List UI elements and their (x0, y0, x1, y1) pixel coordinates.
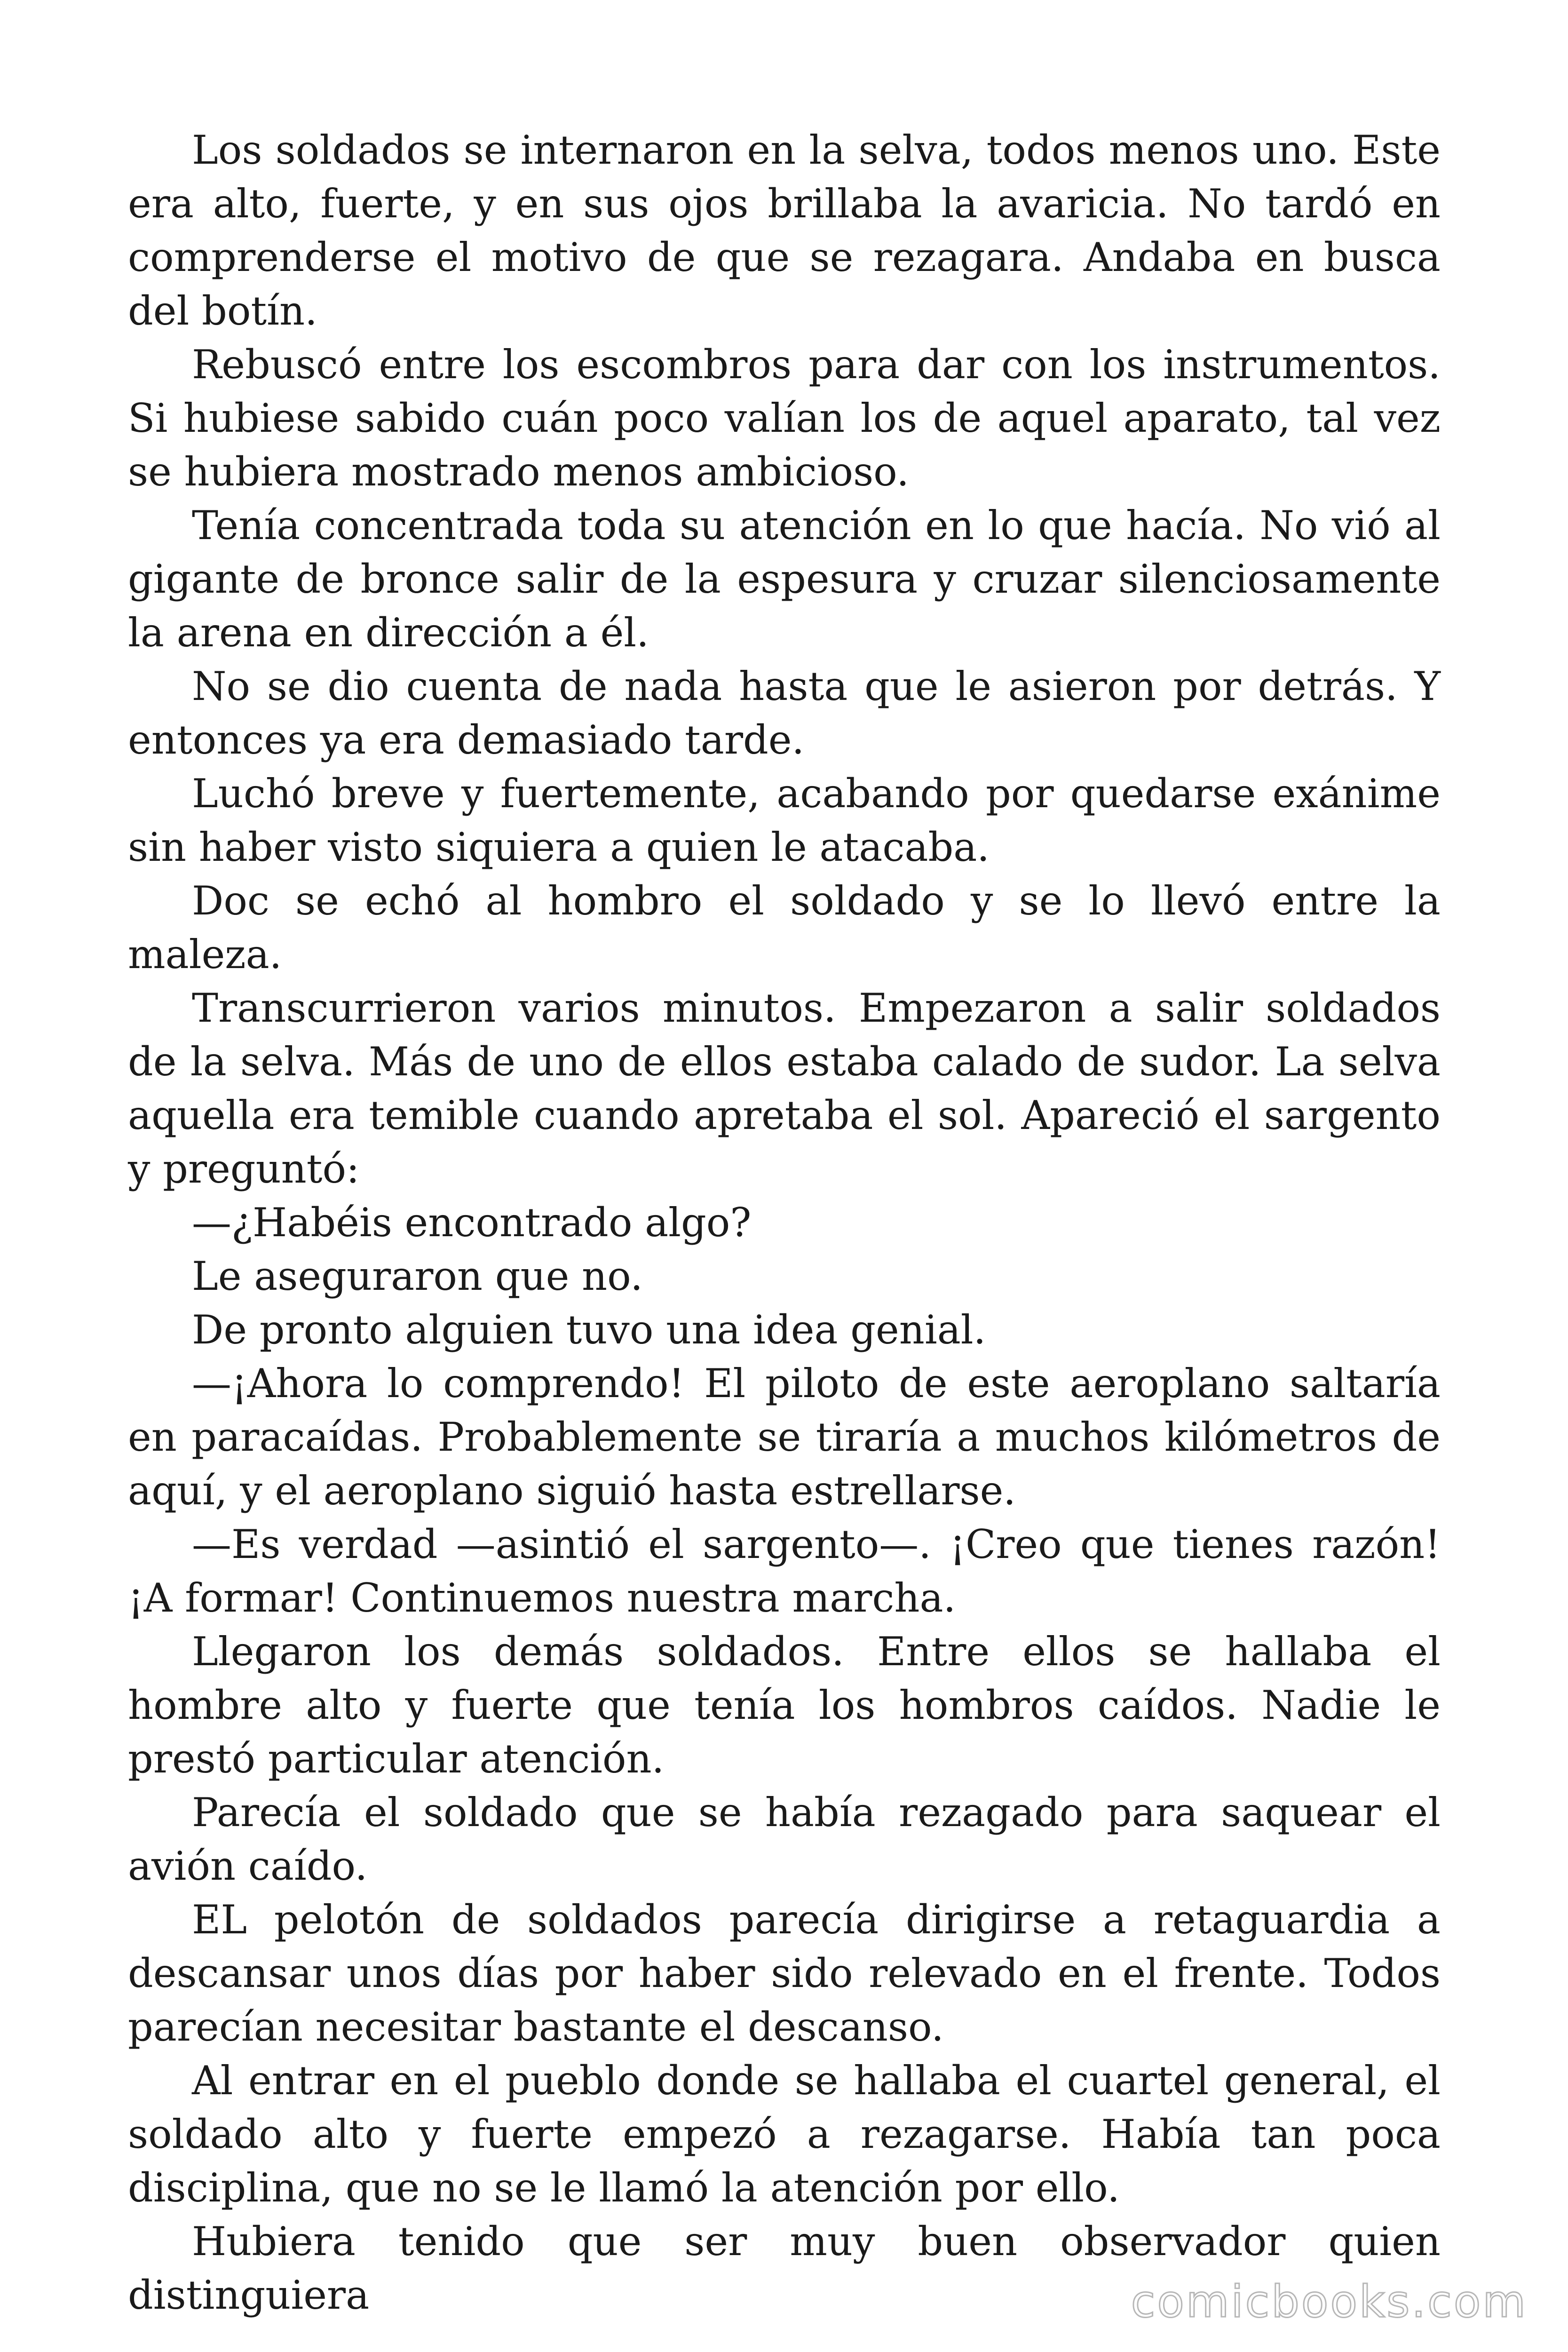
paragraph: —¡Ahora lo comprendo! El piloto de este aeroplano saltaría en paracaídas. Probablemente se tiraría a muchos kilómetros de aquí, y el aeroplano siguió hasta estrellarse. (128, 1360, 1441, 1514)
paragraph: Rebuscó entre los escombros para dar con los instrumentos. Si hubiese sabido cuán poco valían los de aquel aparato, tal vez se hubiera mostrado menos ambicioso. (128, 342, 1441, 495)
paragraph: —¿Habéis encontrado algo? (192, 1200, 752, 1246)
paragraph: Al entrar en el pueblo donde se hallaba el cuartel general, el soldado alto y fuerte empezó a rezagarse. Había tan poca disciplina, que no se le llamó la atención por ello. (128, 2058, 1441, 2211)
paragraph: Los soldados se internaron en la selva, todos menos uno. Este era alto, fuerte, y en sus ojos brillaba la avaricia. No tardó en comprenderse el motivo de que se rezagara. Andaba en busca del botín. (128, 127, 1441, 334)
paragraph: Doc se echó al hombro el soldado y se lo llevó entre la maleza. (128, 878, 1441, 977)
paragraph: Parecía el soldado que se había rezagado para saquear el avión caído. (128, 1789, 1441, 1889)
paragraph: Transcurrieron varios minutos. Empezaron a salir soldados de la selva. Más de uno de ellos estaba calado de sudor. La selva aquella era temible cuando apretaba el sol. Apareció el sargento y preguntó: (128, 985, 1441, 1192)
paragraph: —Es verdad —asintió el sargento—. ¡Creo que tienes razón! ¡A formar! Continuemos nuestra marcha. (128, 1521, 1441, 1621)
paragraph: No se dio cuenta de nada hasta que le asieron por detrás. Y entonces ya era demasiado tarde. (128, 663, 1441, 763)
paragraph: Tenía concentrada toda su atención en lo que hacía. No vió al gigante de bronce salir de la espesura y cruzar silenciosamente la arena en dirección a él. (128, 502, 1441, 656)
paragraph: De pronto alguien tuvo una idea genial. (192, 1307, 986, 1353)
watermark-logo: comicbooks.com (1131, 2276, 1528, 2328)
paragraph: Hubiera tenido que ser muy buen observador quien distinguiera (128, 2218, 1441, 2318)
paragraph: Luchó breve y fuertemente, acabando por quedarse exánime sin haber visto siquiera a quien le atacaba. (128, 771, 1441, 870)
paragraph: Llegaron los demás soldados. Entre ellos se hallaba el hombre alto y fuerte que tenía los hombros caídos. Nadie le prestó particular atención. (128, 1629, 1441, 1782)
paragraph: EL pelotón de soldados parecía dirigirse a retaguardia a descansar unos días por haber sido relevado en el frente. Todos parecían necesitar bastante el descanso. (128, 1897, 1441, 2050)
paragraph: Le aseguraron que no. (192, 1253, 643, 1299)
